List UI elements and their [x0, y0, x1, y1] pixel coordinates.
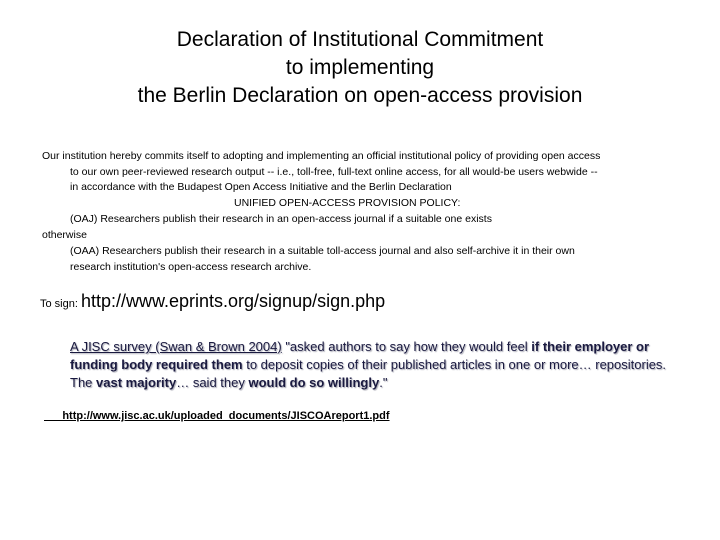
quote-bold-1: if their employer or funding body required them: [70, 339, 650, 372]
sign-link[interactable]: http://www.eprints.org/signup/sign.php: [80, 291, 386, 311]
title-line-2: to implementing: [285, 56, 435, 79]
title-line-1: Declaration of Institutional Commitment: [176, 28, 544, 51]
quote-bold-3: would do so willingly: [248, 375, 380, 390]
page-title: [0, 26, 720, 110]
sign-label: To sign:: [40, 298, 81, 310]
commitment-line-3: in accordance with the Budapest Open Access Initiative and the Berlin Declaration: [70, 181, 452, 193]
commitment-line-2: to our own peer-reviewed research output -- i.e., toll-free, full-text online access, for all would-be users webwide --: [70, 166, 598, 178]
oaa-line-2: research institution's open-access research archive.: [70, 261, 312, 273]
oaj-policy: (OAJ) Researchers publish their research in an open-access journal if a suitable one exists: [70, 213, 492, 225]
jisc-survey-quote: [70, 338, 690, 392]
sign-row: [40, 291, 385, 312]
quote-part-2: to deposit copies of their published articles in one or more… repositories. The: [70, 357, 667, 390]
jisc-report-link[interactable]: http://www.jisc.ac.uk/uploaded_documents/JISCOAreport1.pdf: [44, 410, 390, 422]
commitment-line-1: Our institution hereby commits itself to adopting and implementing an official institutional policy of providing open access: [42, 150, 601, 162]
title-line-3: the Berlin Declaration on open-access provision: [137, 84, 583, 107]
oaa-line-1: (OAA) Researchers publish their research in a suitable toll-access journal and also self-archive it in their own: [70, 245, 575, 257]
quote-bold-2: vast majority: [96, 375, 177, 390]
jisc-survey-citation: A JISC survey (Swan & Brown 2004): [70, 339, 282, 354]
otherwise-text: otherwise: [42, 229, 87, 241]
quote-part-1: "asked authors to say how they would feel: [281, 339, 532, 354]
quote-part-3: … said they: [176, 375, 249, 390]
quote-part-4: .": [379, 375, 388, 390]
policy-heading: UNIFIED OPEN-ACCESS PROVISION POLICY:: [234, 197, 461, 209]
